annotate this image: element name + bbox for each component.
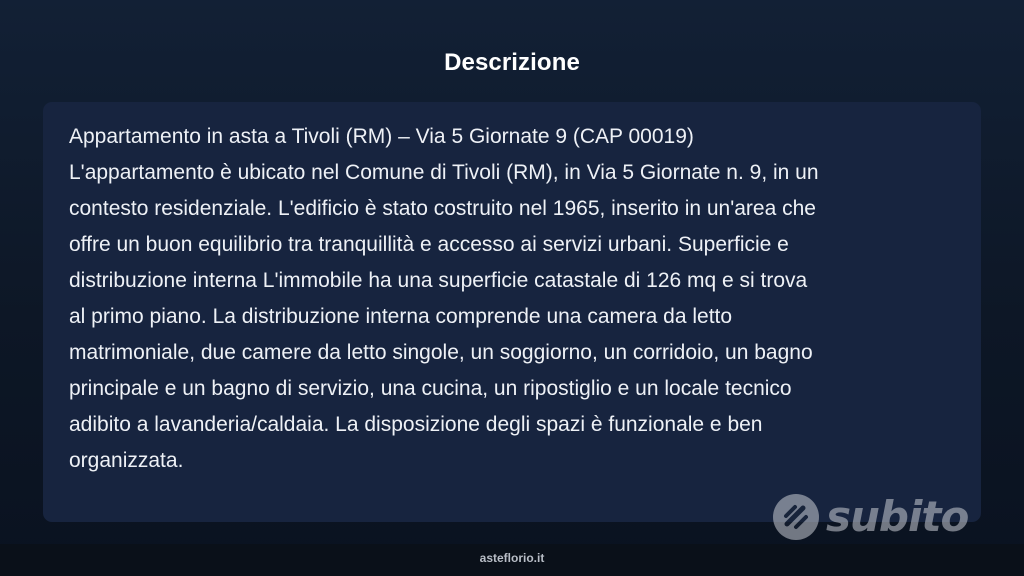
description-line: al primo piano. La distribuzione interna comprende una camera da letto	[69, 305, 733, 328]
description-line: L'appartamento è ubicato nel Comune di Tivoli (RM), in Via 5 Giornate n. 9, in un	[69, 161, 819, 184]
subito-logo-icon	[772, 493, 820, 541]
description-text	[69, 119, 955, 479]
description-line: offre un buon equilibrio tra tranquillità e accesso ai servizi urbani. Superficie e	[69, 233, 789, 256]
description-line: adibito a lavanderia/caldaia. La disposizione degli spazi è funzionale e ben	[69, 413, 763, 436]
subito-wordmark: subito	[826, 492, 969, 541]
description-line: matrimoniale, due camere da letto singole, un soggiorno, un corridoio, un bagno	[69, 341, 813, 364]
description-card	[43, 102, 981, 522]
subito-watermark	[772, 492, 968, 542]
page-title: Descrizione	[444, 49, 580, 76]
description-line: principale e un bagno di servizio, una cucina, un ripostiglio e un locale tecnico	[69, 377, 792, 400]
description-line: distribuzione interna L'immobile ha una superficie catastale di 126 mq e si trova	[69, 269, 808, 292]
description-line: organizzata.	[69, 449, 184, 472]
description-line: contesto residenziale. L'edificio è stato costruito nel 1965, inserito in un'area che	[69, 197, 816, 220]
footer-site-label: asteflorio.it	[479, 551, 545, 565]
description-line: Appartamento in asta a Tivoli (RM) – Via 5 Giornate 9 (CAP 00019)	[69, 125, 694, 148]
